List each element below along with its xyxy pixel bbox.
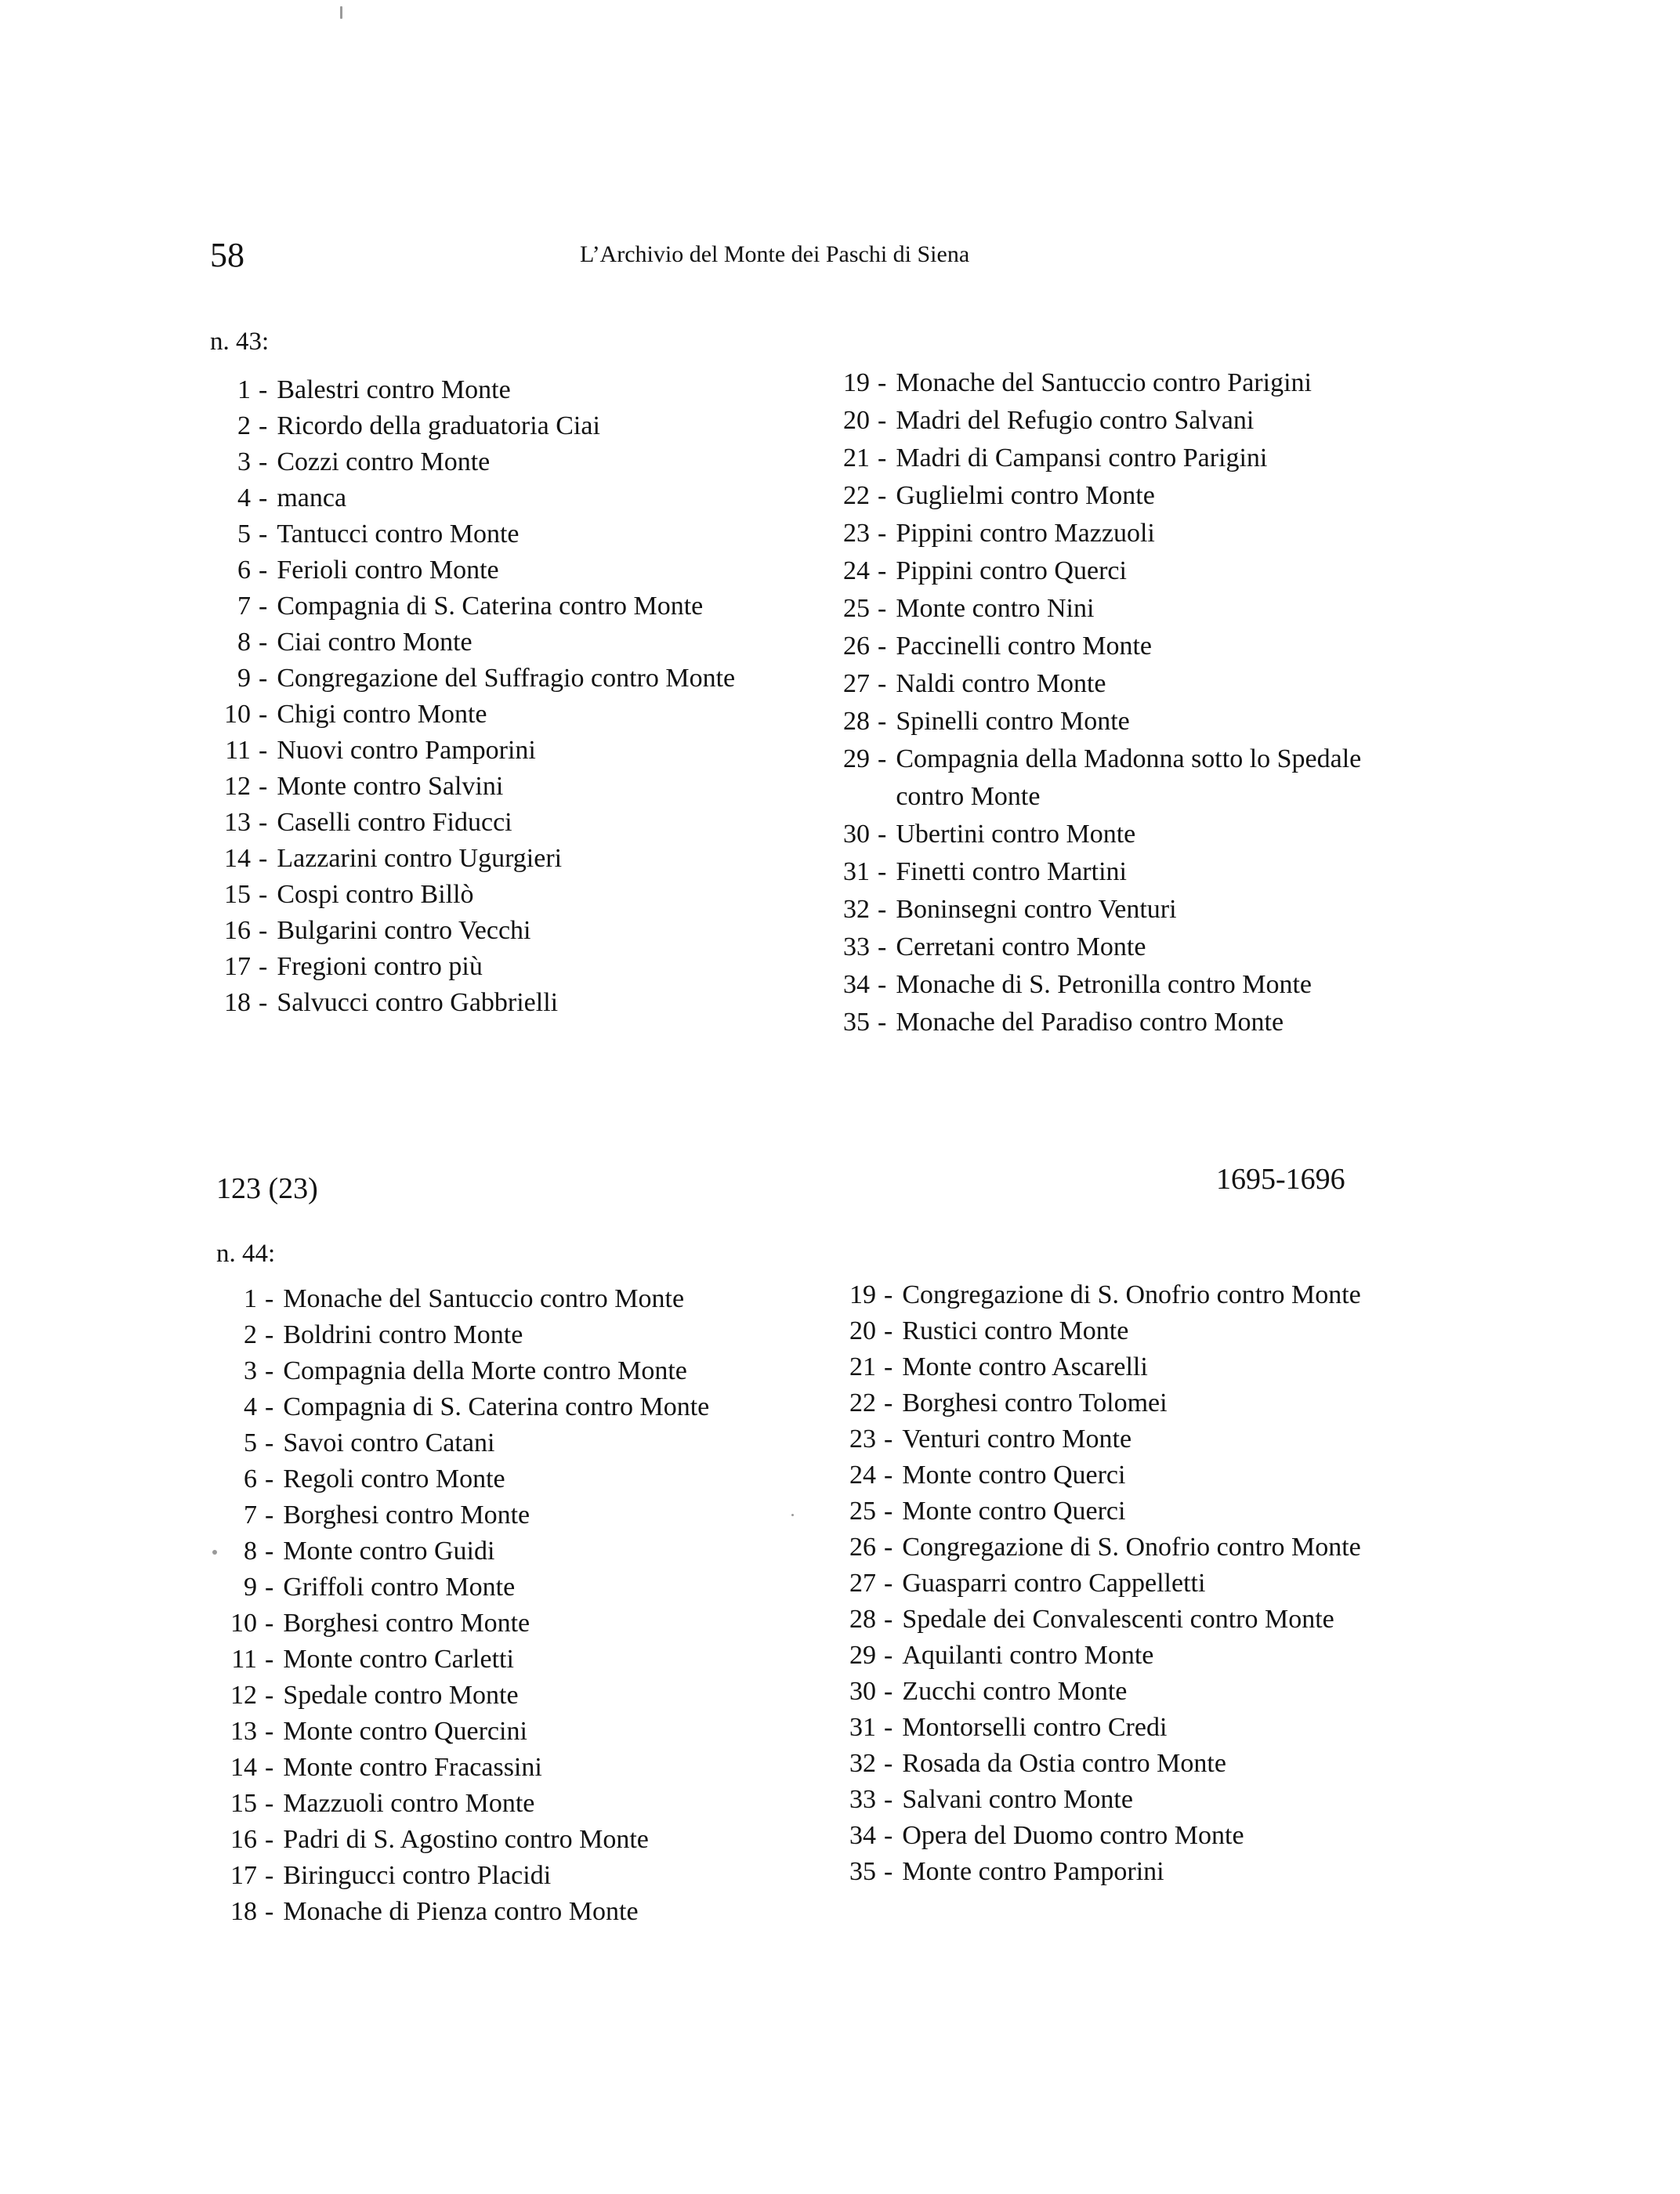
item-title: Monte contro Ascarelli <box>902 1352 1148 1381</box>
item-separator: - <box>259 952 268 981</box>
item-title: Opera del Duomo contro Monte <box>902 1821 1244 1850</box>
list-item <box>824 816 1413 853</box>
list-item <box>829 1457 1419 1493</box>
item-title: Caselli contro Fiducci <box>277 808 512 837</box>
item-number: 7 <box>237 592 251 621</box>
item-title: Spinelli contro Monte <box>896 707 1130 736</box>
item-title: Monache del Paradiso contro Monte <box>896 1008 1284 1037</box>
list-item <box>210 444 762 480</box>
item-number: 27 <box>843 669 870 698</box>
list-item <box>216 1678 777 1714</box>
list-item <box>824 853 1413 891</box>
item-number: 5 <box>244 1428 257 1457</box>
item-title: Madri del Refugio contro Salvani <box>896 406 1255 435</box>
item-title: Monte contro Salvini <box>277 772 504 801</box>
item-separator: - <box>884 1785 893 1814</box>
item-separator: - <box>265 1681 274 1710</box>
item-title: Paccinelli contro Monte <box>896 632 1153 661</box>
item-title: Guasparri contro Cappelletti <box>902 1569 1206 1598</box>
item-number: 21 <box>843 444 870 472</box>
list-item <box>216 1786 777 1822</box>
list-item <box>829 1349 1419 1385</box>
item-number: 22 <box>843 481 870 510</box>
list-item <box>210 877 762 913</box>
list-item <box>210 408 762 444</box>
item-title: Monte contro Carletti <box>283 1645 514 1674</box>
item-number: 14 <box>230 1753 257 1782</box>
item-separator: - <box>259 556 268 585</box>
item-number: 33 <box>843 932 870 961</box>
list-item <box>216 1642 777 1678</box>
item-number: 18 <box>224 988 251 1017</box>
item-number: 16 <box>224 916 251 945</box>
list-item <box>824 891 1413 929</box>
item-number: 20 <box>843 406 870 435</box>
list-item <box>210 552 762 588</box>
item-title: Ricordo della graduatoria Ciai <box>277 411 600 440</box>
list-item <box>210 661 762 697</box>
item-number: 3 <box>237 447 251 476</box>
item-title: Mazzuoli contro Monte <box>283 1789 535 1818</box>
item-separator: - <box>265 1392 274 1421</box>
item-title: Finetti contro Martini <box>896 857 1127 886</box>
item-number: 19 <box>843 368 870 397</box>
list-item <box>824 402 1413 440</box>
item-number: 25 <box>843 594 870 623</box>
list-item <box>210 625 762 661</box>
item-title: Monache del Santuccio contro Parigini <box>896 368 1312 397</box>
list-item <box>216 1714 777 1750</box>
item-title: Borghesi contro Monte <box>283 1501 530 1530</box>
list-item <box>829 1493 1419 1530</box>
item-number: 19 <box>849 1280 876 1309</box>
list-item <box>824 628 1413 665</box>
item-separator: - <box>884 1749 893 1778</box>
item-separator: - <box>265 1501 274 1530</box>
list-item <box>216 1461 777 1497</box>
list-item <box>216 1317 777 1353</box>
item-separator: - <box>259 520 268 548</box>
item-separator: - <box>884 1857 893 1886</box>
item-separator: - <box>259 447 268 476</box>
item-title: Cozzi contro Monte <box>277 447 491 476</box>
item-number: 13 <box>230 1717 257 1746</box>
item-number: 14 <box>224 844 251 873</box>
item-separator: - <box>265 1320 274 1349</box>
list-item <box>210 805 762 841</box>
item-number: 24 <box>849 1461 876 1490</box>
item-title: Fregioni contro più <box>277 952 483 981</box>
item-separator: - <box>884 1533 893 1562</box>
item-title: Ferioli contro Monte <box>277 556 499 585</box>
item-separator: - <box>878 932 887 961</box>
item-title: Compagnia della Morte contro Monte <box>283 1356 687 1385</box>
list-item <box>824 665 1413 703</box>
item-separator: - <box>265 1861 274 1890</box>
item-separator: - <box>884 1280 893 1309</box>
item-separator: - <box>878 895 887 924</box>
list-item <box>210 516 762 552</box>
item-separator: - <box>265 1645 274 1674</box>
list-item <box>824 1004 1413 1041</box>
record-date-range: 1695-1696 <box>1216 1163 1345 1196</box>
item-separator: - <box>878 970 887 999</box>
list-item <box>210 480 762 516</box>
item-separator: - <box>884 1497 893 1526</box>
item-separator: - <box>265 1717 274 1746</box>
list-item <box>829 1782 1419 1818</box>
running-title: L’Archivio del Monte dei Paschi di Siena <box>580 241 970 267</box>
list-item <box>216 1606 777 1642</box>
list-item <box>824 703 1413 740</box>
item-number: 3 <box>244 1356 257 1385</box>
item-title: Congregazione di S. Onofrio contro Monte <box>902 1533 1361 1562</box>
list-item <box>829 1710 1419 1746</box>
item-title: Nuovi contro Pamporini <box>277 736 536 765</box>
item-number: 5 <box>237 520 251 548</box>
list-item <box>210 372 762 408</box>
list-item <box>824 477 1413 515</box>
item-separator: - <box>259 411 268 440</box>
item-number: 10 <box>224 700 251 729</box>
list-item <box>829 1638 1419 1674</box>
item-number: 27 <box>849 1569 876 1598</box>
item-separator: - <box>878 444 887 472</box>
item-separator: - <box>878 669 887 698</box>
item-number: 34 <box>843 970 870 999</box>
item-title: Cospi contro Billò <box>277 880 474 909</box>
item-separator: - <box>265 1825 274 1854</box>
item-separator: - <box>265 1356 274 1385</box>
item-number: 30 <box>843 820 870 849</box>
list-item <box>216 1750 777 1786</box>
list-item <box>829 1277 1419 1313</box>
item-separator: - <box>884 1677 893 1706</box>
item-separator: - <box>265 1897 274 1926</box>
item-number: 13 <box>224 808 251 837</box>
item-title: Monte contro Querci <box>902 1461 1126 1490</box>
item-number: 29 <box>843 744 870 773</box>
item-number: 16 <box>230 1825 257 1854</box>
item-number: 32 <box>849 1749 876 1778</box>
item-title: Montorselli contro Credi <box>902 1713 1168 1742</box>
list-item <box>216 1497 777 1533</box>
item-number: 26 <box>849 1533 876 1562</box>
item-number: 8 <box>237 628 251 657</box>
item-title: Savoi contro Catani <box>283 1428 495 1457</box>
item-separator: - <box>878 857 887 886</box>
item-title: Monte contro Fracassini <box>283 1753 542 1782</box>
item-title: Spedale dei Convalescenti contro Monte <box>902 1605 1334 1634</box>
item-separator: - <box>259 664 268 693</box>
item-number: 6 <box>244 1464 257 1493</box>
item-separator: - <box>878 519 887 548</box>
item-title: Monache di Pienza contro Monte <box>283 1897 639 1926</box>
item-number: 17 <box>224 952 251 981</box>
list-item <box>829 1818 1419 1854</box>
list-item <box>824 966 1413 1004</box>
item-number: 17 <box>230 1861 257 1890</box>
item-separator: - <box>265 1284 274 1313</box>
item-title: Borghesi contro Monte <box>283 1609 530 1638</box>
item-title: Guglielmi contro Monte <box>896 481 1155 510</box>
item-title: Cerretani contro Monte <box>896 932 1146 961</box>
item-number: 1 <box>237 375 251 404</box>
list-item <box>210 949 762 985</box>
list-item <box>210 733 762 769</box>
list-item <box>216 1281 777 1317</box>
item-separator: - <box>884 1425 893 1454</box>
item-number: 1 <box>244 1284 257 1313</box>
item-separator: - <box>878 368 887 397</box>
scan-speck <box>212 1550 217 1555</box>
item-title: Boninsegni contro Venturi <box>896 895 1177 924</box>
item-title: Spedale contro Monte <box>283 1681 519 1710</box>
item-number: 28 <box>849 1605 876 1634</box>
item-title: Monte contro Querci <box>902 1497 1126 1526</box>
item-title: Biringucci contro Placidi <box>283 1861 552 1890</box>
section-label-n43: n. 43: <box>210 328 270 356</box>
item-separator: - <box>259 700 268 729</box>
item-title: Salvucci contro Gabbrielli <box>277 988 559 1017</box>
item-title: Compagnia di S. Caterina contro Monte <box>283 1392 710 1421</box>
item-title: Ciai contro Monte <box>277 628 472 657</box>
item-number: 12 <box>224 772 251 801</box>
list-item <box>824 929 1413 966</box>
item-number: 33 <box>849 1785 876 1814</box>
item-number: 8 <box>244 1537 257 1566</box>
scan-speck <box>791 1514 794 1516</box>
item-separator: - <box>884 1461 893 1490</box>
item-number: 31 <box>843 857 870 886</box>
item-number: 15 <box>230 1789 257 1818</box>
list-item <box>829 1602 1419 1638</box>
item-separator: - <box>259 375 268 404</box>
list-item <box>829 1674 1419 1710</box>
item-number: 2 <box>237 411 251 440</box>
item-separator: - <box>878 1008 887 1037</box>
item-separator: - <box>259 772 268 801</box>
item-number: 10 <box>230 1609 257 1638</box>
item-separator: - <box>265 1609 274 1638</box>
item-number: 7 <box>244 1501 257 1530</box>
list-item <box>829 1313 1419 1349</box>
item-separator: - <box>878 481 887 510</box>
item-number: 11 <box>225 736 251 765</box>
list-item <box>216 1533 777 1569</box>
item-title: Congregazione del Suffragio contro Monte <box>277 664 736 693</box>
item-title: Chigi contro Monte <box>277 700 487 729</box>
item-number: 35 <box>849 1857 876 1886</box>
list-item <box>824 364 1413 402</box>
item-separator: - <box>259 628 268 657</box>
list-item <box>216 1894 777 1930</box>
item-number: 2 <box>244 1320 257 1349</box>
item-number: 9 <box>237 664 251 693</box>
list-item <box>216 1353 777 1389</box>
item-title: Tantucci contro Monte <box>277 520 520 548</box>
item-separator: - <box>265 1753 274 1782</box>
item-separator: - <box>259 988 268 1017</box>
item-number: 4 <box>237 483 251 512</box>
item-separator: - <box>259 808 268 837</box>
scan-speck <box>340 6 342 19</box>
item-title: Padri di S. Agostino contro Monte <box>283 1825 649 1854</box>
item-number: 21 <box>849 1352 876 1381</box>
item-separator: - <box>878 594 887 623</box>
item-number: 11 <box>231 1645 257 1674</box>
item-separator: - <box>259 844 268 873</box>
item-number: 12 <box>230 1681 257 1710</box>
item-title: Bulgarini contro Vecchi <box>277 916 531 945</box>
item-title: Balestri contro Monte <box>277 375 511 404</box>
item-title: Monte contro Nini <box>896 594 1095 623</box>
item-title: Pippini contro Querci <box>896 556 1127 585</box>
item-number: 28 <box>843 707 870 736</box>
list-item <box>829 1421 1419 1457</box>
list-item <box>829 1385 1419 1421</box>
item-number: 15 <box>224 880 251 909</box>
item-title: Boldrini contro Monte <box>283 1320 523 1349</box>
list-item <box>216 1389 777 1425</box>
item-title: manca <box>277 483 347 512</box>
item-number: 34 <box>849 1821 876 1850</box>
item-separator: - <box>265 1789 274 1818</box>
list-item <box>824 552 1413 590</box>
item-number: 18 <box>230 1897 257 1926</box>
item-number: 25 <box>849 1497 876 1526</box>
record-reference: 123 (23) <box>216 1172 318 1205</box>
list-item <box>216 1822 777 1858</box>
item-title: Monte contro Pamporini <box>902 1857 1164 1886</box>
list-item <box>210 985 762 1021</box>
n44-left-column <box>216 1281 777 1930</box>
item-number: 31 <box>849 1713 876 1742</box>
list-item <box>824 440 1413 477</box>
item-separator: - <box>884 1641 893 1670</box>
list-item <box>210 841 762 877</box>
item-title: Naldi contro Monte <box>896 669 1106 698</box>
item-number: 4 <box>244 1392 257 1421</box>
item-separator: - <box>265 1573 274 1602</box>
list-item <box>210 588 762 625</box>
item-separator: - <box>884 1605 893 1634</box>
list-item <box>210 697 762 733</box>
item-separator: - <box>259 736 268 765</box>
item-title: Ubertini contro Monte <box>896 820 1136 849</box>
item-separator: - <box>878 632 887 661</box>
item-title: Monache del Santuccio contro Monte <box>283 1284 685 1313</box>
item-number: 20 <box>849 1316 876 1345</box>
n43-left-column <box>210 372 762 1021</box>
item-title: Borghesi contro Tolomei <box>902 1388 1168 1417</box>
item-separator: - <box>884 1569 893 1598</box>
item-title: Monte contro Quercini <box>283 1717 527 1746</box>
item-number: 23 <box>849 1425 876 1454</box>
item-number: 24 <box>843 556 870 585</box>
list-item <box>829 1566 1419 1602</box>
item-title: Regoli contro Monte <box>283 1464 505 1493</box>
list-item <box>829 1854 1419 1890</box>
item-title: Rosada da Ostia contro Monte <box>902 1749 1226 1778</box>
item-number: 26 <box>843 632 870 661</box>
item-separator: - <box>878 707 887 736</box>
item-separator: - <box>259 880 268 909</box>
list-item <box>216 1425 777 1461</box>
item-separator: - <box>265 1428 274 1457</box>
item-number: 35 <box>843 1008 870 1037</box>
list-item <box>216 1569 777 1606</box>
n43-right-column <box>824 364 1413 1041</box>
list-item <box>210 913 762 949</box>
list-item <box>824 740 1413 816</box>
item-separator: - <box>878 744 887 773</box>
item-title: Rustici contro Monte <box>902 1316 1129 1345</box>
item-title: Lazzarini contro Ugurgieri <box>277 844 563 873</box>
item-number: 9 <box>244 1573 257 1602</box>
item-title: Congregazione di S. Onofrio contro Monte <box>902 1280 1361 1309</box>
item-separator: - <box>259 592 268 621</box>
item-separator: - <box>878 820 887 849</box>
item-separator: - <box>259 483 268 512</box>
item-title: Madri di Campansi contro Parigini <box>896 444 1268 472</box>
page-number: 58 <box>210 236 244 274</box>
item-title: Zucchi contro Monte <box>902 1677 1128 1706</box>
list-item <box>216 1858 777 1894</box>
item-separator: - <box>884 1352 893 1381</box>
list-item <box>210 769 762 805</box>
item-title: Griffoli contro Monte <box>283 1573 516 1602</box>
item-number: 23 <box>843 519 870 548</box>
item-number: 32 <box>843 895 870 924</box>
n44-right-column <box>829 1277 1419 1890</box>
list-item <box>829 1530 1419 1566</box>
item-title: Monte contro Guidi <box>283 1537 495 1566</box>
item-number: 6 <box>237 556 251 585</box>
item-number: 22 <box>849 1388 876 1417</box>
item-separator: - <box>878 406 887 435</box>
item-separator: - <box>265 1464 274 1493</box>
item-separator: - <box>259 916 268 945</box>
item-title: Aquilanti contro Monte <box>902 1641 1154 1670</box>
list-item <box>824 590 1413 628</box>
item-title: Compagnia della Madonna sotto lo Spedale contro Monte <box>896 744 1362 811</box>
item-number: 29 <box>849 1641 876 1670</box>
item-title: Venturi contro Monte <box>902 1425 1132 1454</box>
item-separator: - <box>884 1713 893 1742</box>
item-title: Pippini contro Mazzuoli <box>896 519 1155 548</box>
list-item <box>824 515 1413 552</box>
item-title: Monache di S. Petronilla contro Monte <box>896 970 1312 999</box>
item-separator: - <box>884 1821 893 1850</box>
list-item <box>829 1746 1419 1782</box>
item-separator: - <box>265 1537 274 1566</box>
item-separator: - <box>878 556 887 585</box>
item-title: Compagnia di S. Caterina contro Monte <box>277 592 704 621</box>
item-separator: - <box>884 1316 893 1345</box>
section-label-n44: n. 44: <box>216 1240 276 1268</box>
item-separator: - <box>884 1388 893 1417</box>
item-title: Salvani contro Monte <box>902 1785 1133 1814</box>
item-number: 30 <box>849 1677 876 1706</box>
